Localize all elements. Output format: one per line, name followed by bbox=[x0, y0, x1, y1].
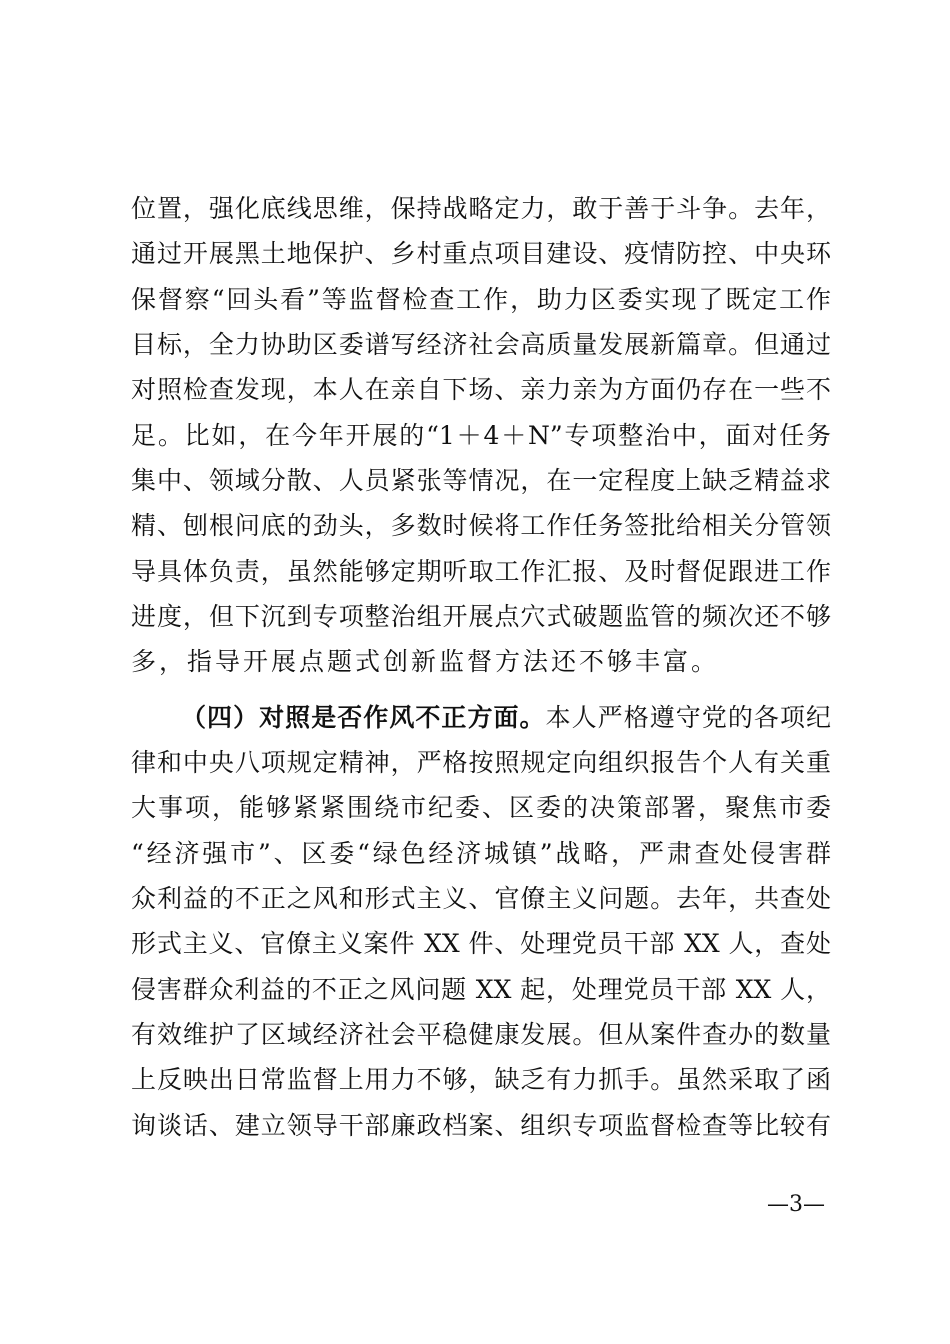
body-line: 多，指导开展点题式创新监督方法还不够丰富。 bbox=[131, 647, 720, 676]
body-line: 精、刨根问底的劲头，多数时候将工作任务签批给相关分管领 bbox=[131, 511, 831, 540]
body-line: 询谈话、建立领导干部廉政档案、组织专项监督检查等比较有 bbox=[131, 1111, 831, 1140]
body-line: 集中、领域分散、人员紧张等情况，在一定程度上缺乏精益求 bbox=[131, 466, 831, 495]
body-line: 众利益的不正之风和形式主义、官僚主义问题。去年，共查处 bbox=[131, 884, 831, 913]
body-line: 目标，全力协助区委谱写经济社会高质量发展新篇章。但通过 bbox=[131, 330, 831, 359]
body-line: 律和中央八项规定精神，严格按照规定向组织报告个人有关重 bbox=[131, 748, 831, 777]
page-number: —3— bbox=[767, 1192, 825, 1217]
section-first-line bbox=[181, 698, 831, 738]
section-heading: （四）对照是否作风不正方面。 bbox=[181, 703, 546, 732]
body-line: 上反映出日常监督上用力不够，缺乏有力抓手。虽然采取了函 bbox=[131, 1065, 831, 1094]
body-line: 有效维护了区域经济社会平稳健康发展。但从案件查办的数量 bbox=[131, 1020, 831, 1049]
body-line: 形式主义、官僚主义案件 XX 件、处理党员干部 XX 人，查处 bbox=[131, 929, 831, 958]
body-line: 位置，强化底线思维，保持战略定力，敢于善于斗争。去年， bbox=[131, 194, 831, 223]
body-line: 通过开展黑土地保护、乡村重点项目建设、疫情防控、中央环 bbox=[131, 239, 831, 268]
body-line: 侵害群众利益的不正之风问题 XX 起，处理党员干部 XX 人， bbox=[131, 975, 831, 1004]
body-line: 足。比如，在今年开展的“1＋4＋N”专项整治中，面对任务 bbox=[131, 421, 831, 450]
body-line: 保督察“回头看”等监督检查工作，助力区委实现了既定工作 bbox=[131, 285, 831, 314]
body-line: “经济强市”、区委“绿色经济城镇”战略，严肃查处侵害群 bbox=[131, 839, 831, 868]
body-line: 大事项，能够紧紧围绕市纪委、区委的决策部署，聚焦市委 bbox=[131, 793, 831, 822]
body-line: 对照检查发现，本人在亲自下场、亲力亲为方面仍存在一些不 bbox=[131, 375, 831, 404]
section-first-line-text: 本人严格遵守党的各项纪 bbox=[545, 703, 831, 732]
body-line: 进度，但下沉到专项整治组开展点穴式破题监管的频次还不够 bbox=[131, 602, 831, 631]
body-line: 导具体负责，虽然能够定期听取工作汇报、及时督促跟进工作 bbox=[131, 557, 831, 586]
